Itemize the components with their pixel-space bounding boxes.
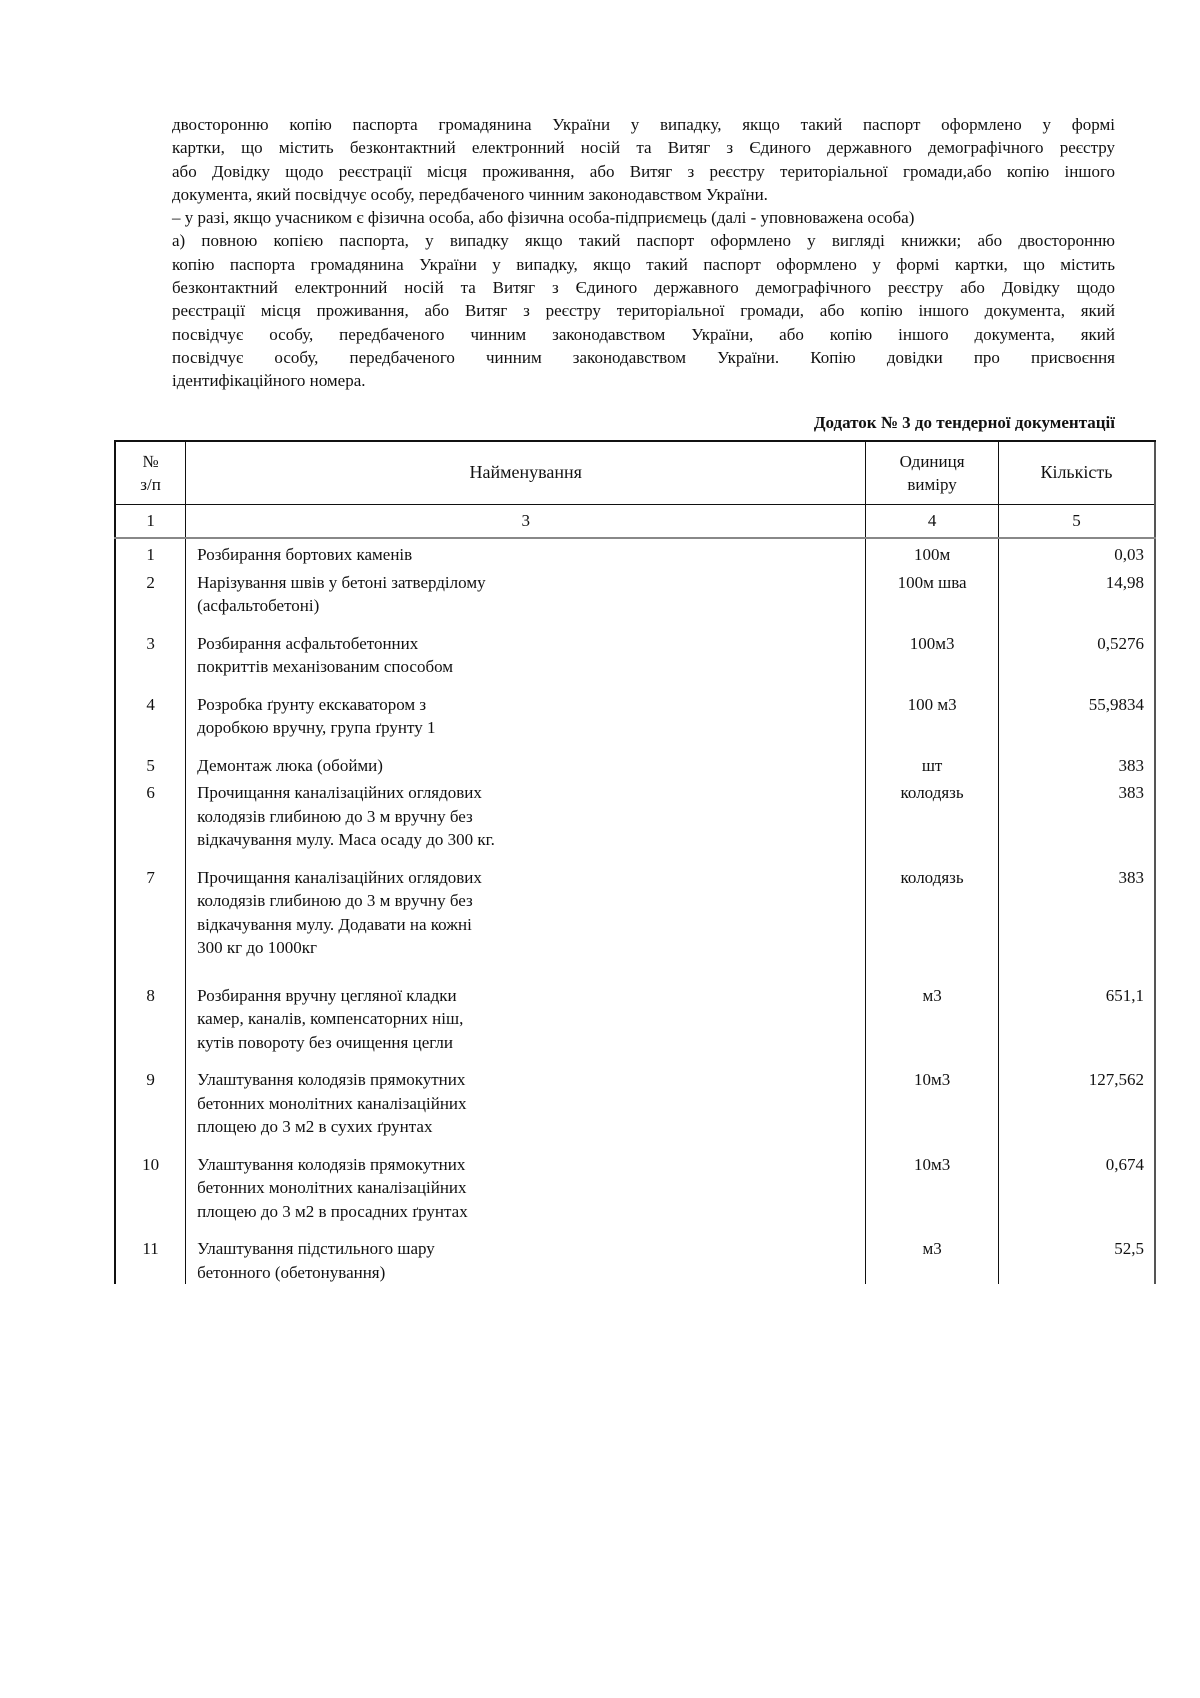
row-quantity: 52,5 — [1114, 1239, 1144, 1258]
row-number: 4 — [115, 689, 186, 750]
row-number: 11 — [115, 1233, 186, 1284]
header-unit — [866, 441, 999, 505]
row-quantity: 0,03 — [1114, 545, 1144, 564]
row-number: 9 — [115, 1064, 186, 1149]
row-name-line: Демонтаж люка (обойми) — [197, 755, 383, 775]
paragraph-line: безконтактний електронний носій та Витяг з Єдиного державного демографічного реєстру або Довідку щодо — [172, 278, 1115, 298]
row-name — [186, 1233, 866, 1284]
row-quantity: 55,9834 — [1088, 694, 1144, 714]
row-name-line: Розробка ґрунту екскаватором з — [197, 694, 427, 714]
row-name-line: бетонних монолітних каналізаційних — [197, 1093, 467, 1113]
row-name — [186, 538, 866, 567]
row-name-line: Прочищання каналізаційних оглядових — [197, 783, 482, 802]
table-row — [115, 689, 1155, 750]
row-unit: 100м3 — [866, 628, 999, 689]
row-name — [186, 689, 866, 750]
paragraph-line: двосторонню копію паспорта громадянина України у випадку, якщо такий паспорт оформлено у формі — [172, 115, 1115, 134]
row-name-line: Улаштування підстильного шару — [197, 1239, 435, 1258]
paragraph-line: копію паспорта громадянина України у випадку, якщо такий паспорт оформлено у формі картки, що містить — [172, 254, 1115, 274]
table-body — [115, 538, 1155, 1284]
row-name-line: бетонних монолітних каналізаційних — [197, 1178, 467, 1197]
row-unit: колодязь — [866, 777, 999, 862]
row-name-line: кутів повороту без очищення цегли — [197, 1032, 453, 1052]
paragraph-line: – у разі, якщо учасником є фізична особа, або фізична особа-підприємець (далі - уповноважена особа) — [172, 208, 915, 228]
items-table — [114, 440, 1156, 1284]
table-row — [115, 862, 1155, 980]
row-name — [186, 862, 866, 980]
row-number: 5 — [115, 750, 186, 778]
row-number: 3 — [115, 628, 186, 689]
header-quantity: Кількість — [998, 441, 1155, 505]
row-number: 6 — [115, 777, 186, 862]
row-unit: 100м шва — [866, 567, 999, 628]
paragraph-line: реєстрації місця проживання, або Витяг з реєстру територіальної громади, або копію іншого документа, який — [172, 301, 1115, 321]
table-row — [115, 538, 1155, 567]
row-name-line: 300 кг до 1000кг — [197, 938, 318, 957]
row-name-line: Улаштування колодязів прямокутних — [197, 1070, 466, 1089]
paragraph-line: картки, що містить безконтактний електронний носій та Витяг з Єдиного державного демографічного реєстру — [172, 138, 1115, 158]
row-quantity: 383 — [1118, 755, 1144, 775]
row-name-line: колодязів глибиною до 3 м вручну без — [197, 806, 473, 826]
row-number: 1 — [115, 538, 186, 567]
table-row — [115, 1064, 1155, 1149]
row-unit: 10м3 — [866, 1149, 999, 1234]
column-number-row — [115, 505, 1155, 539]
row-name-line: камер, каналів, компенсаторних ніш, — [197, 1009, 464, 1028]
paragraph-line: а) повною копією паспорта, у випадку якщо такий паспорт оформлено у вигляді книжки; або двосторонню — [172, 231, 1115, 251]
row-number: 10 — [115, 1149, 186, 1234]
paragraph-line: посвідчує особу, передбаченого чинним законодавством України. Копію довідки про присвоєння — [172, 347, 1115, 367]
column-number: 5 — [998, 505, 1155, 539]
row-name-line: площею до 3 м2 в сухих ґрунтах — [197, 1117, 433, 1136]
row-name-line: площею до 3 м2 в просадних ґрунтах — [197, 1201, 468, 1221]
row-name-line: відкачування мулу. Маса осаду до 300 кг. — [197, 830, 495, 849]
row-name — [186, 777, 866, 862]
table-row — [115, 567, 1155, 628]
row-name-line: бетонного (обетонування) — [197, 1262, 386, 1282]
row-unit: м3 — [866, 980, 999, 1065]
row-name-line: (асфальтобетоні) — [197, 596, 320, 615]
row-name — [186, 750, 866, 778]
row-name-line: Розбирання вручну цегляної кладки — [197, 985, 457, 1005]
row-name — [186, 980, 866, 1065]
paragraph-line: посвідчує особу, передбаченого чинним законодавством України, або копію іншого документа, який — [172, 324, 1115, 344]
row-name-line: Розбирання асфальтобетонних — [197, 633, 419, 653]
body-paragraph — [172, 113, 1115, 393]
row-unit: 10м3 — [866, 1064, 999, 1149]
row-quantity: 14,98 — [1105, 572, 1144, 592]
header-unit-line1: Одиниця — [899, 451, 965, 471]
header-unit-line2: виміру — [907, 475, 957, 494]
column-number: 1 — [115, 505, 186, 539]
row-number: 2 — [115, 567, 186, 628]
row-name-line: колодязів глибиною до 3 м вручну без — [197, 891, 473, 910]
row-unit: 100м — [866, 538, 999, 567]
column-number: 3 — [186, 505, 866, 539]
row-name-line: доробкою вручну, група ґрунту 1 — [197, 718, 436, 737]
row-quantity: 651,1 — [1105, 985, 1144, 1005]
paragraph-line: документа, який посвідчує особу, передбаченого чинним законодавством України. — [172, 184, 768, 204]
row-name-line: відкачування мулу. Додавати на кожні — [197, 914, 472, 934]
row-quantity: 127,562 — [1088, 1070, 1144, 1089]
row-name-line: Розбирання бортових каменів — [197, 545, 413, 564]
table-row — [115, 628, 1155, 689]
row-quantity: 383 — [1118, 867, 1144, 887]
row-number: 8 — [115, 980, 186, 1065]
row-quantity: 383 — [1118, 783, 1144, 802]
table-row — [115, 777, 1155, 862]
row-name — [186, 1064, 866, 1149]
column-number: 4 — [866, 505, 999, 539]
row-unit: м3 — [866, 1233, 999, 1284]
header-number-symbol: № — [142, 451, 159, 471]
header-number-label: з/п — [140, 475, 161, 494]
paragraph-line: ідентифікаційного номера. — [172, 371, 366, 391]
table-row — [115, 1233, 1155, 1284]
row-name-line: Прочищання каналізаційних оглядових — [197, 867, 482, 887]
row-unit: колодязь — [866, 862, 999, 980]
table-row — [115, 980, 1155, 1065]
row-name-line: Улаштування колодязів прямокутних — [197, 1154, 466, 1174]
header-name: Найменування — [186, 441, 866, 505]
header-number — [115, 441, 186, 505]
paragraph-line: або Довідку щодо реєстрації місця проживання, або Витяг з реєстру територіальної громади,або копію іншого — [172, 161, 1115, 181]
table-header-row — [115, 441, 1155, 505]
row-quantity: 0,674 — [1105, 1154, 1144, 1174]
table-row — [115, 1149, 1155, 1234]
appendix-title: Додаток № 3 до тендерної документації — [813, 413, 1115, 432]
row-name — [186, 1149, 866, 1234]
row-quantity: 0,5276 — [1097, 633, 1144, 653]
row-name-line: Нарізування швів у бетоні затверділому — [197, 572, 486, 592]
row-unit: шт — [866, 750, 999, 778]
row-number: 7 — [115, 862, 186, 980]
row-name — [186, 567, 866, 628]
row-name-line: покриттів механізованим способом — [197, 657, 454, 676]
table-row — [115, 750, 1155, 778]
row-name — [186, 628, 866, 689]
row-unit: 100 м3 — [866, 689, 999, 750]
